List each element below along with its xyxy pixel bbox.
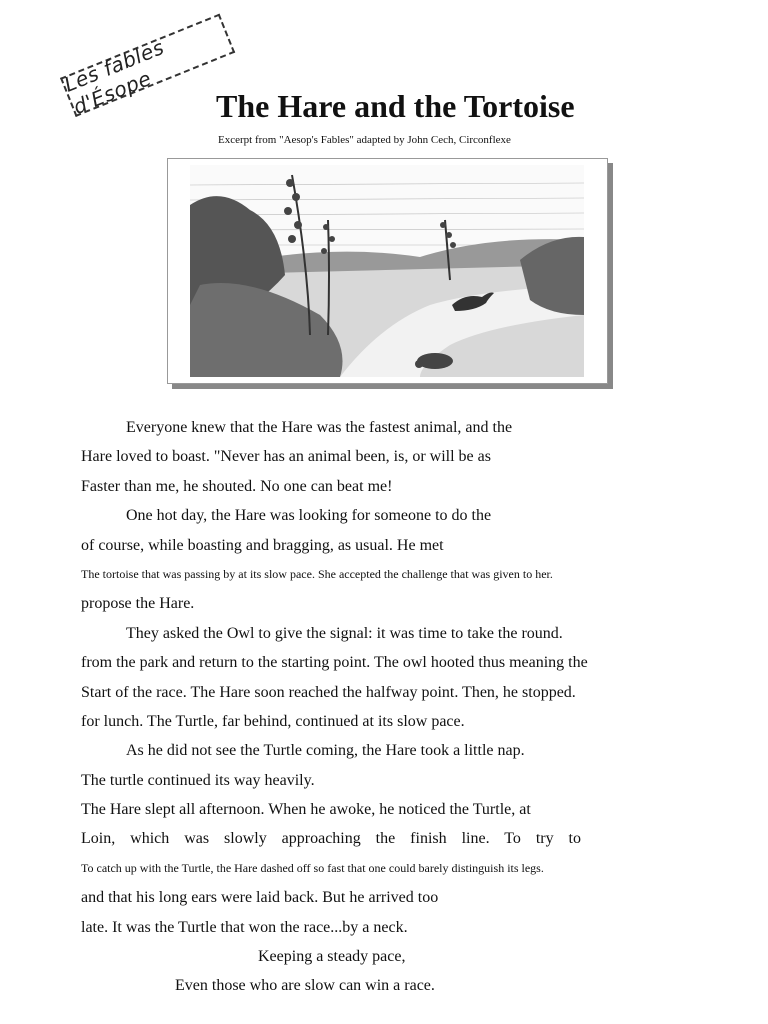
story-line: for lunch. The Turtle, far behind, continued at its slow pace. — [81, 712, 465, 730]
story-line: One hot day, the Hare was looking for someone to do the — [126, 507, 492, 525]
story-line: and that his long ears were laid back. But he arrived too — [81, 889, 439, 907]
story-line: The tortoise that was passing by at its slow pace. She accepted the challenge that was given to her. — [81, 566, 553, 581]
story-line: Faster than me, he shouted. No one can beat me! — [81, 477, 393, 495]
story-line: The Hare slept all afternoon. When he awoke, he noticed the Turtle, at — [81, 801, 531, 819]
page-title: The Hare and the Tortoise — [216, 88, 575, 124]
illustration-frame — [167, 158, 608, 384]
story-line: Hare loved to boast. "Never has an animal been, is, or will be as — [81, 448, 491, 466]
moral-line: Keeping a steady pace, — [258, 948, 406, 966]
fables-stamp — [60, 14, 235, 117]
hare-tortoise-illustration — [190, 165, 584, 377]
story-line: Loin, which was slowly approaching the finish line. To try to — [81, 830, 581, 848]
story-line: As he did not see the Turtle coming, the Hare took a little nap. — [126, 742, 525, 760]
story-line: To catch up with the Turtle, the Hare dashed off so fast that one could barely distinguish its legs. — [81, 860, 544, 875]
story-line: from the park and return to the starting point. The owl hooted thus meaning the — [81, 654, 588, 672]
stamp-text: Les fables d'Ésope — [60, 34, 168, 119]
story-line: The turtle continued its way heavily. — [81, 771, 315, 789]
story-line: Start of the race. The Hare soon reached the halfway point. Then, he stopped. — [81, 683, 576, 701]
story-line: propose the Hare. — [81, 595, 195, 613]
story-line: of course, while boasting and bragging, as usual. He met — [81, 536, 444, 554]
story-line: They asked the Owl to give the signal: it was time to take the round. — [126, 624, 563, 642]
story-text — [81, 413, 681, 1001]
subtitle: Excerpt from "Aesop's Fables" adapted by John Cech, Circonflexe — [218, 134, 511, 146]
moral-line: Even those who are slow can win a race. — [175, 977, 435, 995]
story-line: Everyone knew that the Hare was the fastest animal, and the — [126, 419, 513, 436]
story-line: late. It was the Turtle that won the race...by a neck. — [81, 918, 408, 936]
